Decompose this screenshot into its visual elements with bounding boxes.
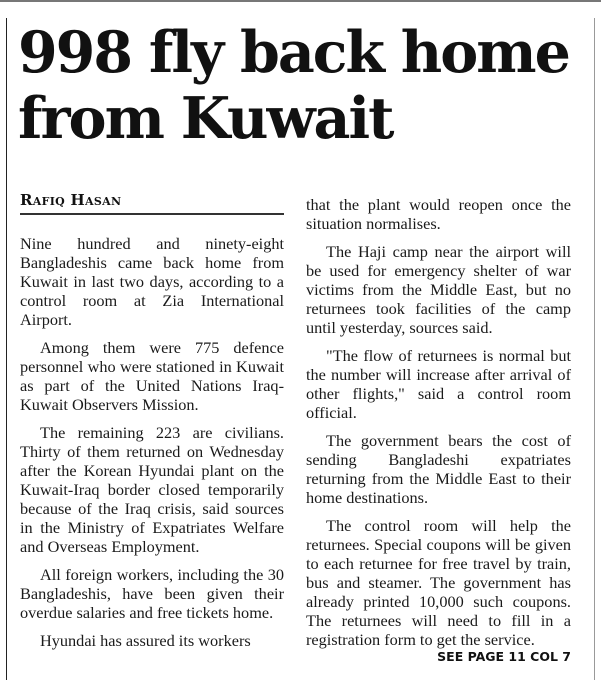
- paragraph: Among them were 775 defence personnel who were stationed in Kuwait as part of the United Nations Iraq-Kuwait Observers Mission.: [20, 338, 284, 414]
- paragraph: All foreign workers, including the 30 Bangladeshis, have been given their overdue salaries and free tickets home.: [20, 565, 284, 622]
- headline: 998 fly back home from Kuwait: [18, 19, 569, 152]
- right-column-rule: [594, 18, 595, 680]
- continuation-jump-line: SEE PAGE 11 COL 7: [437, 649, 571, 664]
- paragraph: The control room will help the returnees. Special coupons will be given to each returnee for free travel by train, bus and steamer. The government has already printed 10,000 such coupons. The returnees will need to fill in a registration form to get the service.: [306, 516, 571, 649]
- paragraph: The Haji camp near the airport will be used for emergency shelter of war victims from the Middle East, but no returnees took facilities of the camp until yesterday, sources said.: [306, 242, 571, 337]
- byline: Rafiq Hasan: [20, 191, 284, 215]
- paragraph: The remaining 223 are civilians. Thirty of them returned on Wednesday after the Korean Hyundai plant on the Kuwait-Iraq border closed temporarily because of the Iraq crisis, said sources in the Ministry of Expatriates Welfare and Overseas Employment.: [20, 423, 284, 556]
- left-column-rule: [6, 18, 7, 680]
- article-column-2: [306, 195, 571, 658]
- top-rule: [0, 0, 601, 2]
- paragraph: Hyundai has assured its workers: [40, 631, 251, 650]
- article-column-1: [20, 234, 284, 659]
- paragraph: that the plant would reopen once the situation normalises.: [306, 195, 571, 233]
- paragraph: Nine hundred and ninety-eight Bangladeshis came back home from Kuwait in last two days, according to a control room at Zia International Airport.: [20, 234, 284, 329]
- paragraph: The government bears the cost of sending Bangladeshi expatriates returning from the Middle East to their home destinations.: [306, 431, 571, 507]
- paragraph: "The flow of returnees is normal but the number will increase after arrival of other flights," said a control room official.: [306, 346, 571, 422]
